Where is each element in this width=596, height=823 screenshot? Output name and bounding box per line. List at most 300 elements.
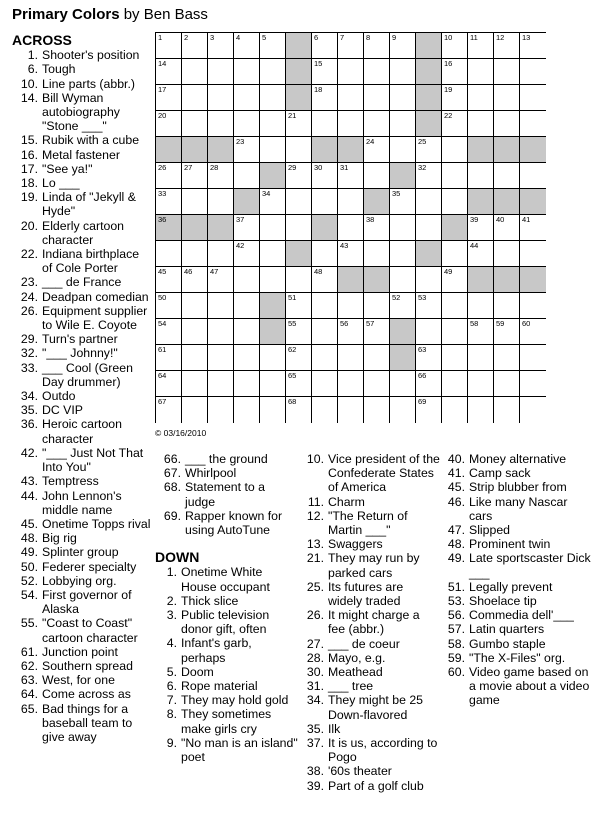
clue-number: 3. bbox=[166, 608, 177, 623]
grid-cell[interactable] bbox=[364, 215, 390, 241]
grid-cell[interactable] bbox=[286, 371, 312, 397]
cell-number: 49 bbox=[444, 267, 453, 276]
grid-cell[interactable] bbox=[520, 33, 546, 59]
black-square bbox=[156, 137, 182, 163]
grid-cell[interactable] bbox=[442, 345, 468, 371]
clue-text: Public television donor gift, often bbox=[181, 608, 270, 637]
grid-cell[interactable] bbox=[260, 345, 286, 371]
clue-item bbox=[300, 679, 440, 693]
grid-cell[interactable] bbox=[182, 241, 208, 267]
grid-cell[interactable] bbox=[260, 371, 286, 397]
grid-cell[interactable] bbox=[520, 111, 546, 137]
clue-number: 20. bbox=[20, 218, 38, 233]
cell-number: 66 bbox=[418, 371, 427, 380]
grid-cell[interactable] bbox=[494, 215, 520, 241]
grid-cell[interactable] bbox=[312, 163, 338, 189]
grid-cell[interactable] bbox=[208, 111, 234, 137]
clue-number: 65. bbox=[20, 701, 38, 716]
clue-text: Splinter group bbox=[42, 545, 119, 560]
cell-number: 69 bbox=[418, 397, 427, 406]
clue-number: 30. bbox=[306, 665, 324, 680]
grid-cell[interactable] bbox=[182, 293, 208, 319]
grid-cell[interactable] bbox=[338, 163, 364, 189]
clue-item bbox=[12, 560, 152, 574]
grid-cell[interactable] bbox=[208, 163, 234, 189]
grid-cell[interactable] bbox=[182, 163, 208, 189]
clue-item bbox=[155, 594, 298, 608]
grid-cell[interactable] bbox=[208, 59, 234, 85]
grid-cell[interactable] bbox=[520, 371, 546, 397]
grid-cell[interactable] bbox=[208, 345, 234, 371]
grid-cell[interactable] bbox=[234, 59, 260, 85]
cell-number: 38 bbox=[366, 215, 375, 224]
grid-cell[interactable] bbox=[390, 189, 416, 215]
grid-cell[interactable] bbox=[520, 345, 546, 371]
grid-cell[interactable] bbox=[416, 267, 442, 293]
grid-cell[interactable] bbox=[312, 189, 338, 215]
clue-item bbox=[300, 637, 440, 651]
clue-text: Onetime White House occupant bbox=[181, 565, 270, 594]
black-square bbox=[234, 189, 260, 215]
grid-cell[interactable] bbox=[468, 319, 494, 345]
grid-cell[interactable] bbox=[260, 267, 286, 293]
grid-cell[interactable] bbox=[494, 397, 520, 423]
grid-cell[interactable] bbox=[234, 33, 260, 59]
grid-cell[interactable] bbox=[390, 33, 416, 59]
clue-text: "The Return of Martin ___" bbox=[328, 508, 408, 538]
grid-cell[interactable] bbox=[156, 189, 182, 215]
grid-cell[interactable] bbox=[494, 111, 520, 137]
clue-text: Outdo bbox=[42, 389, 76, 404]
grid-cell[interactable] bbox=[338, 371, 364, 397]
grid-cell[interactable] bbox=[156, 319, 182, 345]
clue-number: 28. bbox=[306, 650, 324, 665]
grid-cell[interactable] bbox=[390, 267, 416, 293]
clue-number: 13. bbox=[306, 537, 324, 552]
grid-cell[interactable] bbox=[468, 371, 494, 397]
cell-number: 57 bbox=[366, 319, 375, 328]
clue-text: Like many Nascar cars bbox=[469, 494, 568, 523]
grid-cell[interactable] bbox=[442, 371, 468, 397]
cell-number: 58 bbox=[470, 319, 479, 328]
grid-cell[interactable] bbox=[156, 267, 182, 293]
grid-cell[interactable] bbox=[156, 241, 182, 267]
grid-cell[interactable] bbox=[442, 397, 468, 423]
grid-cell[interactable] bbox=[364, 319, 390, 345]
black-square bbox=[182, 215, 208, 241]
grid-cell[interactable] bbox=[286, 189, 312, 215]
grid-cell[interactable] bbox=[364, 33, 390, 59]
grid-cell[interactable] bbox=[364, 371, 390, 397]
grid-cell[interactable] bbox=[520, 215, 546, 241]
clue-number: 32. bbox=[20, 346, 38, 361]
black-square bbox=[494, 267, 520, 293]
grid-cell[interactable] bbox=[286, 267, 312, 293]
clue-number: 39. bbox=[306, 778, 324, 793]
grid-cell[interactable] bbox=[234, 241, 260, 267]
clue-number: 57. bbox=[447, 622, 465, 637]
cell-number: 7 bbox=[340, 33, 345, 42]
grid-cell[interactable] bbox=[442, 33, 468, 59]
clue-number: 24. bbox=[20, 289, 38, 304]
clue-item bbox=[300, 779, 440, 793]
clue-item bbox=[441, 622, 593, 636]
grid-cell[interactable] bbox=[208, 371, 234, 397]
grid-cell[interactable] bbox=[260, 215, 286, 241]
grid-cell[interactable] bbox=[208, 293, 234, 319]
grid-cell[interactable] bbox=[234, 267, 260, 293]
grid-cell[interactable] bbox=[156, 85, 182, 111]
grid-cell[interactable] bbox=[494, 163, 520, 189]
grid-cell[interactable] bbox=[286, 397, 312, 423]
grid-cell[interactable] bbox=[442, 111, 468, 137]
grid-cell[interactable] bbox=[520, 59, 546, 85]
clue-number: 6. bbox=[27, 62, 38, 77]
grid-cell[interactable] bbox=[390, 111, 416, 137]
grid-cell[interactable] bbox=[494, 345, 520, 371]
grid-cell[interactable] bbox=[338, 189, 364, 215]
across-heading: ACROSS bbox=[12, 32, 72, 48]
grid-cell[interactable] bbox=[416, 397, 442, 423]
clue-item bbox=[12, 77, 152, 91]
grid-cell[interactable] bbox=[182, 33, 208, 59]
grid-cell[interactable] bbox=[338, 293, 364, 319]
grid-cell[interactable] bbox=[468, 111, 494, 137]
cell-number: 64 bbox=[158, 371, 167, 380]
grid-cell[interactable] bbox=[312, 319, 338, 345]
grid-cell[interactable] bbox=[234, 111, 260, 137]
clue-number: 49. bbox=[447, 551, 465, 566]
grid-cell[interactable] bbox=[390, 293, 416, 319]
grid-cell[interactable] bbox=[156, 59, 182, 85]
clue-item bbox=[12, 190, 152, 218]
grid-cell[interactable] bbox=[182, 111, 208, 137]
grid-cell[interactable] bbox=[312, 267, 338, 293]
grid-cell[interactable] bbox=[364, 137, 390, 163]
clue-text: Money alternative bbox=[469, 452, 567, 466]
cell-number: 51 bbox=[288, 293, 297, 302]
grid-cell[interactable] bbox=[260, 189, 286, 215]
grid-cell[interactable] bbox=[260, 137, 286, 163]
grid-cell[interactable] bbox=[390, 241, 416, 267]
grid-cell[interactable] bbox=[494, 241, 520, 267]
grid-cell[interactable] bbox=[416, 293, 442, 319]
grid-cell[interactable] bbox=[468, 85, 494, 111]
grid-cell[interactable] bbox=[416, 189, 442, 215]
black-square bbox=[390, 319, 416, 345]
grid-cell[interactable] bbox=[182, 371, 208, 397]
cell-number: 33 bbox=[158, 189, 167, 198]
grid-cell[interactable] bbox=[364, 397, 390, 423]
clue-number: 64. bbox=[20, 687, 38, 702]
clue-number: 26. bbox=[20, 303, 38, 318]
cell-number: 24 bbox=[366, 137, 375, 146]
grid-cell[interactable] bbox=[442, 241, 468, 267]
clue-text: Rapper known for using AutoTune bbox=[185, 508, 283, 538]
grid-cell[interactable] bbox=[182, 267, 208, 293]
clue-item bbox=[300, 509, 440, 537]
clue-text: '60s theater bbox=[328, 764, 392, 779]
clue-number: 67. bbox=[163, 466, 181, 481]
grid-cell[interactable] bbox=[286, 319, 312, 345]
clue-text: Turn's partner bbox=[42, 332, 118, 347]
grid-cell[interactable] bbox=[260, 241, 286, 267]
grid-cell[interactable] bbox=[494, 371, 520, 397]
grid-cell[interactable] bbox=[234, 371, 260, 397]
grid-cell[interactable] bbox=[338, 33, 364, 59]
grid-cell[interactable] bbox=[442, 189, 468, 215]
grid-cell[interactable] bbox=[364, 59, 390, 85]
grid-cell[interactable] bbox=[338, 345, 364, 371]
grid-cell[interactable] bbox=[468, 241, 494, 267]
clue-text: Junction point bbox=[42, 644, 118, 659]
clue-text: Infant's garb, perhaps bbox=[181, 636, 252, 665]
cell-number: 18 bbox=[314, 85, 323, 94]
grid-cell[interactable] bbox=[208, 241, 234, 267]
clue-text: Big rig bbox=[42, 531, 77, 546]
grid-cell[interactable] bbox=[442, 293, 468, 319]
grid-cell[interactable] bbox=[234, 163, 260, 189]
black-square bbox=[286, 33, 312, 59]
clue-text: ___ the ground bbox=[185, 452, 268, 466]
grid-cell[interactable] bbox=[156, 345, 182, 371]
clue-item bbox=[300, 764, 440, 778]
grid-cell[interactable] bbox=[260, 85, 286, 111]
grid-cell[interactable] bbox=[364, 163, 390, 189]
grid-cell[interactable] bbox=[390, 137, 416, 163]
grid-cell[interactable] bbox=[442, 319, 468, 345]
cell-number: 27 bbox=[184, 163, 193, 172]
grid-cell[interactable] bbox=[442, 163, 468, 189]
cell-number: 46 bbox=[184, 267, 193, 276]
grid-cell[interactable] bbox=[338, 59, 364, 85]
grid-cell[interactable] bbox=[364, 345, 390, 371]
clue-number: 40. bbox=[447, 452, 465, 466]
grid-cell[interactable] bbox=[468, 33, 494, 59]
grid-cell[interactable] bbox=[416, 345, 442, 371]
clue-number: 51. bbox=[447, 579, 465, 594]
grid-cell[interactable] bbox=[208, 397, 234, 423]
clue-text: Metal fastener bbox=[42, 147, 120, 162]
grid-cell[interactable] bbox=[468, 293, 494, 319]
grid-cell[interactable] bbox=[312, 241, 338, 267]
grid-cell[interactable] bbox=[416, 215, 442, 241]
grid-cell[interactable] bbox=[208, 85, 234, 111]
grid-cell[interactable] bbox=[520, 163, 546, 189]
grid-cell[interactable] bbox=[312, 33, 338, 59]
clue-item bbox=[12, 133, 152, 147]
grid-cell[interactable] bbox=[312, 397, 338, 423]
grid-cell[interactable] bbox=[182, 397, 208, 423]
clue-item bbox=[441, 608, 593, 622]
grid-cell[interactable] bbox=[338, 215, 364, 241]
grid-cell[interactable] bbox=[208, 189, 234, 215]
grid-cell[interactable] bbox=[156, 33, 182, 59]
grid-cell[interactable] bbox=[494, 85, 520, 111]
clue-text: "___ Just Not That Into You" bbox=[42, 445, 144, 475]
grid-cell[interactable] bbox=[260, 111, 286, 137]
cell-number: 59 bbox=[496, 319, 505, 328]
clue-text: They may hold gold bbox=[181, 693, 289, 708]
grid-cell[interactable] bbox=[494, 59, 520, 85]
grid-cell[interactable] bbox=[260, 397, 286, 423]
grid-cell[interactable] bbox=[234, 85, 260, 111]
clue-text: Gumbo staple bbox=[469, 636, 546, 651]
grid-cell[interactable] bbox=[312, 293, 338, 319]
clue-item bbox=[441, 452, 593, 466]
grid-cell[interactable] bbox=[156, 163, 182, 189]
grid-cell[interactable] bbox=[260, 33, 286, 59]
grid-cell[interactable] bbox=[234, 215, 260, 241]
black-square bbox=[390, 163, 416, 189]
grid-cell[interactable] bbox=[286, 163, 312, 189]
grid-cell[interactable] bbox=[390, 397, 416, 423]
cell-number: 2 bbox=[184, 33, 189, 42]
grid-cell[interactable] bbox=[182, 85, 208, 111]
grid-cell[interactable] bbox=[286, 293, 312, 319]
grid-cell[interactable] bbox=[338, 85, 364, 111]
grid-cell[interactable] bbox=[234, 345, 260, 371]
clue-column-4 bbox=[441, 452, 593, 708]
clue-number: 21. bbox=[306, 551, 324, 566]
clue-text: Elderly cartoon character bbox=[42, 218, 125, 247]
cell-number: 40 bbox=[496, 215, 505, 224]
cell-number: 43 bbox=[340, 241, 349, 250]
cell-number: 68 bbox=[288, 397, 297, 406]
grid-cell[interactable] bbox=[156, 371, 182, 397]
clue-item bbox=[12, 219, 152, 247]
grid-cell[interactable] bbox=[442, 137, 468, 163]
grid-cell[interactable] bbox=[520, 319, 546, 345]
grid-cell[interactable] bbox=[208, 33, 234, 59]
grid-cell[interactable] bbox=[390, 215, 416, 241]
grid-cell[interactable] bbox=[312, 111, 338, 137]
grid-cell[interactable] bbox=[234, 293, 260, 319]
grid-cell[interactable] bbox=[468, 163, 494, 189]
grid-cell[interactable] bbox=[338, 397, 364, 423]
clue-item bbox=[441, 495, 593, 523]
grid-cell[interactable] bbox=[494, 319, 520, 345]
grid-cell[interactable] bbox=[468, 397, 494, 423]
grid-cell[interactable] bbox=[390, 59, 416, 85]
cell-number: 37 bbox=[236, 215, 245, 224]
grid-cell[interactable] bbox=[286, 215, 312, 241]
grid-cell[interactable] bbox=[520, 85, 546, 111]
clue-text: Federer specialty bbox=[42, 559, 137, 574]
grid-cell[interactable] bbox=[416, 137, 442, 163]
grid-cell[interactable] bbox=[468, 215, 494, 241]
clue-item bbox=[155, 693, 298, 707]
grid-cell[interactable] bbox=[312, 85, 338, 111]
grid-cell[interactable] bbox=[208, 319, 234, 345]
clue-number: 33. bbox=[20, 360, 38, 375]
grid-cell[interactable] bbox=[520, 397, 546, 423]
clue-number: 19. bbox=[20, 190, 38, 205]
grid-cell[interactable] bbox=[182, 59, 208, 85]
grid-cell[interactable] bbox=[468, 59, 494, 85]
grid-cell[interactable] bbox=[494, 293, 520, 319]
clue-number: 15. bbox=[20, 133, 38, 148]
grid-cell[interactable] bbox=[312, 59, 338, 85]
cell-number: 42 bbox=[236, 241, 245, 250]
grid-cell[interactable] bbox=[312, 345, 338, 371]
grid-cell[interactable] bbox=[416, 371, 442, 397]
grid-cell[interactable] bbox=[208, 267, 234, 293]
clue-item bbox=[12, 531, 152, 545]
grid-cell[interactable] bbox=[338, 319, 364, 345]
clue-item bbox=[155, 608, 298, 636]
grid-cell[interactable] bbox=[364, 111, 390, 137]
grid-cell[interactable] bbox=[182, 189, 208, 215]
clue-item bbox=[441, 651, 593, 665]
black-square bbox=[494, 189, 520, 215]
grid-cell[interactable] bbox=[390, 371, 416, 397]
black-square bbox=[260, 293, 286, 319]
cell-number: 55 bbox=[288, 319, 297, 328]
clue-number: 54. bbox=[20, 587, 38, 602]
grid-cell[interactable] bbox=[494, 33, 520, 59]
clue-item bbox=[441, 466, 593, 480]
clue-number: 41. bbox=[447, 466, 465, 481]
grid-cell[interactable] bbox=[468, 345, 494, 371]
grid-cell[interactable] bbox=[416, 163, 442, 189]
cell-number: 52 bbox=[392, 293, 401, 302]
grid-cell[interactable] bbox=[156, 111, 182, 137]
black-square bbox=[494, 137, 520, 163]
grid-cell[interactable] bbox=[338, 111, 364, 137]
clue-item bbox=[300, 651, 440, 665]
clue-text: Charm bbox=[328, 494, 365, 509]
grid-cell[interactable] bbox=[234, 319, 260, 345]
clue-number: 48. bbox=[447, 537, 465, 552]
black-square bbox=[260, 163, 286, 189]
grid-cell[interactable] bbox=[286, 345, 312, 371]
grid-cell[interactable] bbox=[520, 293, 546, 319]
grid-cell[interactable] bbox=[520, 241, 546, 267]
grid-cell[interactable] bbox=[156, 397, 182, 423]
black-square bbox=[468, 267, 494, 293]
cell-number: 28 bbox=[210, 163, 219, 172]
grid-cell[interactable] bbox=[442, 85, 468, 111]
grid-cell[interactable] bbox=[234, 397, 260, 423]
grid-cell[interactable] bbox=[234, 137, 260, 163]
grid-cell[interactable] bbox=[260, 59, 286, 85]
grid-cell[interactable] bbox=[364, 85, 390, 111]
grid-cell[interactable] bbox=[364, 241, 390, 267]
clue-text: "Coast to Coast" cartoon character bbox=[42, 616, 138, 645]
clue-text: Bad things for a baseball team to give away bbox=[42, 701, 133, 744]
grid-cell[interactable] bbox=[364, 293, 390, 319]
clue-number: 55. bbox=[20, 616, 38, 631]
puzzle-title bbox=[12, 6, 208, 23]
cell-number: 54 bbox=[158, 319, 167, 328]
grid-cell[interactable] bbox=[286, 137, 312, 163]
clue-number: 7. bbox=[166, 693, 177, 708]
grid-cell[interactable] bbox=[182, 319, 208, 345]
clue-text: John Lennon's middle name bbox=[42, 488, 122, 517]
grid-cell[interactable] bbox=[182, 345, 208, 371]
grid-cell[interactable] bbox=[338, 241, 364, 267]
grid-cell[interactable] bbox=[390, 85, 416, 111]
grid-cell[interactable] bbox=[156, 293, 182, 319]
grid-cell[interactable] bbox=[312, 371, 338, 397]
clue-item bbox=[441, 551, 593, 579]
grid-cell[interactable] bbox=[442, 267, 468, 293]
grid-cell[interactable] bbox=[442, 59, 468, 85]
clue-item bbox=[155, 679, 298, 693]
grid-cell[interactable] bbox=[416, 319, 442, 345]
grid-cell[interactable] bbox=[286, 111, 312, 137]
